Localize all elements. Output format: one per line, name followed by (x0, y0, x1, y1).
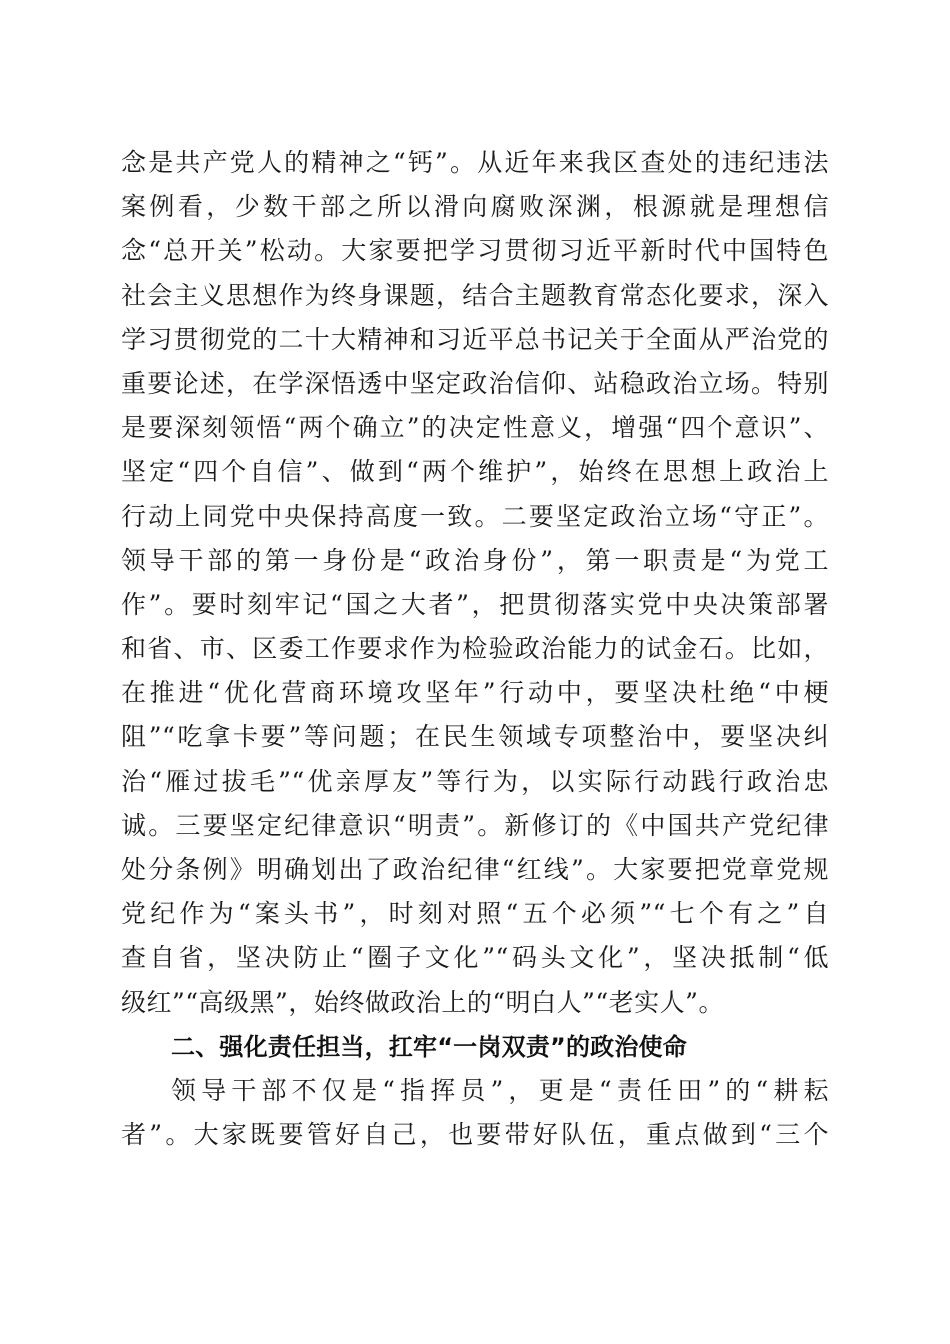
text-line: 念“总开关”松动。大家要把学习贯彻习近平新时代中国特色 (121, 236, 829, 266)
text-line: 处分条例》明确划出了政治纪律“红线”。大家要把党章党规 (121, 855, 829, 884)
text-line: 行动上同党中央保持高度一致。二要坚定政治立场“守正”。 (121, 501, 829, 531)
text-line: 阻”“吃拿卡要”等问题；在民生领域专项整治中，要坚决纠 (121, 722, 829, 752)
text-line: 查自省，坚决防止“圈子文化”“码头文化”，坚决抵制“低 (121, 943, 829, 973)
text-line: 和省、市、区委工作要求作为检验政治能力的试金石。比如， (121, 634, 829, 664)
text-line: 领导干部不仅是“指挥员”，更是“责任田”的“耕耘 (171, 1075, 829, 1105)
text-line: 重要论述，在学深悟透中坚定政治信仰、站稳政治立场。特别 (121, 368, 829, 398)
text-line: 党纪作为“案头书”，时刻对照“五个必须”“七个有之”自 (121, 899, 829, 929)
text-line: 领导干部的第一身份是“政治身份”，第一职责是“为党工 (121, 545, 829, 575)
text-line: 是要深刻领悟“两个确立”的决定性意义，增强“四个意识”、 (121, 413, 829, 443)
text-line: 级红”“高级黑”，始终做政治上的“明白人”“老实人”。 (121, 987, 724, 1017)
text-line: 治“雁过拔毛”“优亲厚友”等行为，以实际行动践行政治忠 (121, 766, 829, 796)
text-line: 学习贯彻党的二十大精神和习近平总书记关于全面从严治党的 (121, 324, 829, 354)
text-line: 诚。三要坚定纪律意识“明责”。新修订的《中国共产党纪律 (121, 810, 829, 840)
text-line: 案例看，少数干部之所以滑向腐败深渊，根源就是理想信 (121, 192, 829, 222)
section-heading: 二、强化责任担当，扛牢“一岗双责”的政治使命 (171, 1032, 687, 1061)
text-line: 坚定“四个自信”、做到“两个维护”，始终在思想上政治上 (121, 457, 829, 487)
text-line: 作”。要时刻牢记“国之大者”，把贯彻落实党中央决策部署 (121, 589, 829, 619)
text-line: 社会主义思想作为终身课题，结合主题教育常态化要求，深入 (121, 280, 829, 310)
text-line: 者”。大家既要管好自己，也要带好队伍，重点做到“三个 (121, 1120, 829, 1150)
text-line: 念是共产党人的精神之“钙”。从近年来我区查处的违纪违法 (121, 148, 829, 177)
document-body (121, 141, 829, 1157)
text-line: 在推进“优化营商环境攻坚年”行动中，要坚决杜绝“中梗 (121, 678, 829, 708)
